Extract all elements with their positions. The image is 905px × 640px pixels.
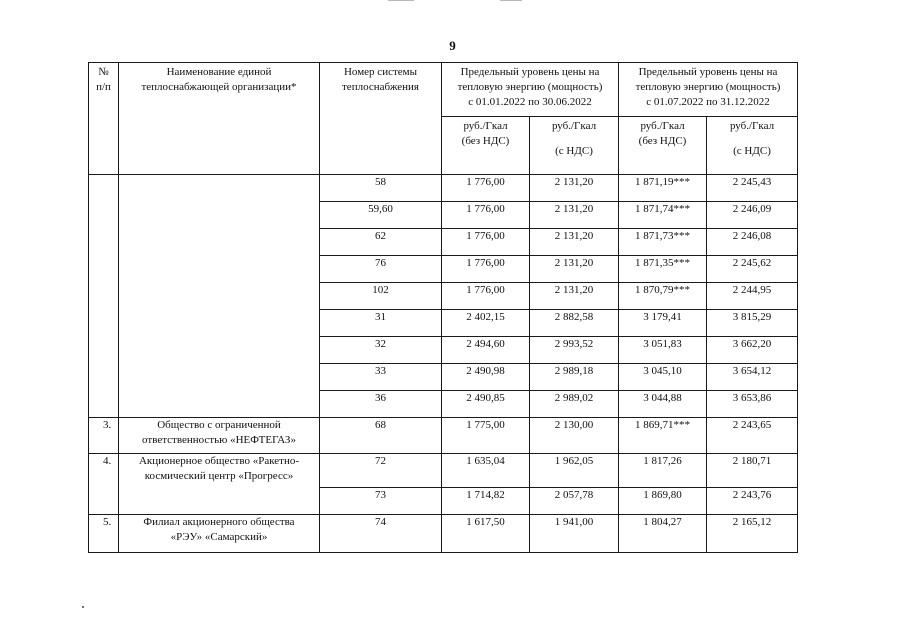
header-p1-with-vat: руб./Гкал (с НДС) — [530, 117, 619, 175]
system-number: 59,60 — [320, 202, 442, 229]
price-p1-vat: 1 941,00 — [530, 515, 619, 553]
price-p2-no-vat: 3 044,88 — [619, 391, 707, 418]
org-number: 3. — [89, 418, 119, 454]
price-p1-vat: 2 130,00 — [530, 418, 619, 454]
price-p1-vat: 2 131,20 — [530, 175, 619, 202]
tariff-table — [88, 62, 798, 553]
org-number: 5. — [89, 515, 119, 553]
price-p2-vat: 2 165,12 — [707, 515, 798, 553]
price-p1-vat: 2 131,20 — [530, 256, 619, 283]
price-p2-no-vat: 3 179,41 — [619, 310, 707, 337]
system-number: 32 — [320, 337, 442, 364]
org-name: Акционерное общество «Ракетно- космический центр «Прогресс» — [119, 454, 320, 515]
system-number: 68 — [320, 418, 442, 454]
price-p2-no-vat: 1 871,19*** — [619, 175, 707, 202]
price-p2-no-vat: 3 051,83 — [619, 337, 707, 364]
price-p2-no-vat: 1 871,74*** — [619, 202, 707, 229]
header-p1-without-vat: руб./Гкал (без НДС) — [442, 117, 530, 175]
org-name: Общество с ограниченной ответственностью «НЕФТЕГАЗ» — [119, 418, 320, 454]
price-p2-vat: 2 243,76 — [707, 488, 798, 515]
table-row — [89, 515, 798, 553]
price-p2-no-vat: 1 817,26 — [619, 454, 707, 488]
header-period-2: Предельный уровень цены на тепловую энергию (мощность) с 01.07.2022 по 31.12.2022 — [619, 63, 798, 117]
header-organization: Наименование единой теплоснабжающей организации* — [119, 63, 320, 175]
price-p1-vat: 1 962,05 — [530, 454, 619, 488]
price-p2-vat: 3 662,20 — [707, 337, 798, 364]
price-p2-vat: 3 654,12 — [707, 364, 798, 391]
price-p2-vat: 3 653,86 — [707, 391, 798, 418]
price-p2-no-vat: 1 869,71*** — [619, 418, 707, 454]
price-p1-no-vat: 2 490,85 — [442, 391, 530, 418]
price-p2-vat: 2 245,62 — [707, 256, 798, 283]
price-p1-no-vat: 1 775,00 — [442, 418, 530, 454]
header-row-main — [89, 63, 798, 117]
scan-speck — [82, 606, 84, 608]
price-p2-no-vat: 1 871,35*** — [619, 256, 707, 283]
price-p1-vat: 2 057,78 — [530, 488, 619, 515]
price-p1-vat: 2 989,02 — [530, 391, 619, 418]
price-p1-no-vat: 2 490,98 — [442, 364, 530, 391]
continuation-num-cell — [89, 175, 119, 418]
top-edge-mark-left — [388, 0, 414, 1]
top-edge-mark-right — [500, 0, 522, 1]
price-p1-no-vat: 2 494,60 — [442, 337, 530, 364]
price-p1-no-vat: 2 402,15 — [442, 310, 530, 337]
price-p2-vat: 2 246,08 — [707, 229, 798, 256]
price-p1-vat: 2 131,20 — [530, 202, 619, 229]
price-p1-vat: 2 993,52 — [530, 337, 619, 364]
system-number: 62 — [320, 229, 442, 256]
price-p2-vat: 2 243,65 — [707, 418, 798, 454]
header-system-number: Номер системы теплоснабжения — [320, 63, 442, 175]
system-number: 58 — [320, 175, 442, 202]
header-num: № п/п — [89, 63, 119, 175]
price-p2-vat: 2 244,95 — [707, 283, 798, 310]
price-p2-no-vat: 1 870,79*** — [619, 283, 707, 310]
price-p2-no-vat: 3 045,10 — [619, 364, 707, 391]
table-row — [89, 175, 798, 202]
table-row — [89, 454, 798, 488]
price-p1-no-vat: 1 776,00 — [442, 283, 530, 310]
system-number: 73 — [320, 488, 442, 515]
price-p2-vat: 2 246,09 — [707, 202, 798, 229]
header-period-1: Предельный уровень цены на тепловую энергию (мощность) с 01.01.2022 по 30.06.2022 — [442, 63, 619, 117]
continuation-org-cell — [119, 175, 320, 418]
price-p2-no-vat: 1 871,73*** — [619, 229, 707, 256]
system-number: 102 — [320, 283, 442, 310]
price-p2-vat: 3 815,29 — [707, 310, 798, 337]
price-p1-no-vat: 1 776,00 — [442, 202, 530, 229]
price-p1-vat: 2 131,20 — [530, 283, 619, 310]
page-number: 9 — [449, 38, 456, 53]
system-number: 33 — [320, 364, 442, 391]
org-number: 4. — [89, 454, 119, 515]
price-p2-vat: 2 245,43 — [707, 175, 798, 202]
price-p1-no-vat: 1 635,04 — [442, 454, 530, 488]
price-p1-vat: 2 882,58 — [530, 310, 619, 337]
system-number: 74 — [320, 515, 442, 553]
price-p1-vat: 2 131,20 — [530, 229, 619, 256]
price-p1-no-vat: 1 714,82 — [442, 488, 530, 515]
price-p1-no-vat: 1 776,00 — [442, 175, 530, 202]
system-number: 72 — [320, 454, 442, 488]
price-p1-vat: 2 989,18 — [530, 364, 619, 391]
system-number: 76 — [320, 256, 442, 283]
org-name: Филиал акционерного общества «РЭУ» «Самарский» — [119, 515, 320, 553]
price-p1-no-vat: 1 776,00 — [442, 229, 530, 256]
price-p1-no-vat: 1 617,50 — [442, 515, 530, 553]
price-p2-vat: 2 180,71 — [707, 454, 798, 488]
price-p2-no-vat: 1 804,27 — [619, 515, 707, 553]
price-p1-no-vat: 1 776,00 — [442, 256, 530, 283]
system-number: 36 — [320, 391, 442, 418]
system-number: 31 — [320, 310, 442, 337]
header-p2-with-vat: руб./Гкал (с НДС) — [707, 117, 798, 175]
table-row — [89, 418, 798, 454]
price-p2-no-vat: 1 869,80 — [619, 488, 707, 515]
header-p2-without-vat: руб./Гкал (без НДС) — [619, 117, 707, 175]
